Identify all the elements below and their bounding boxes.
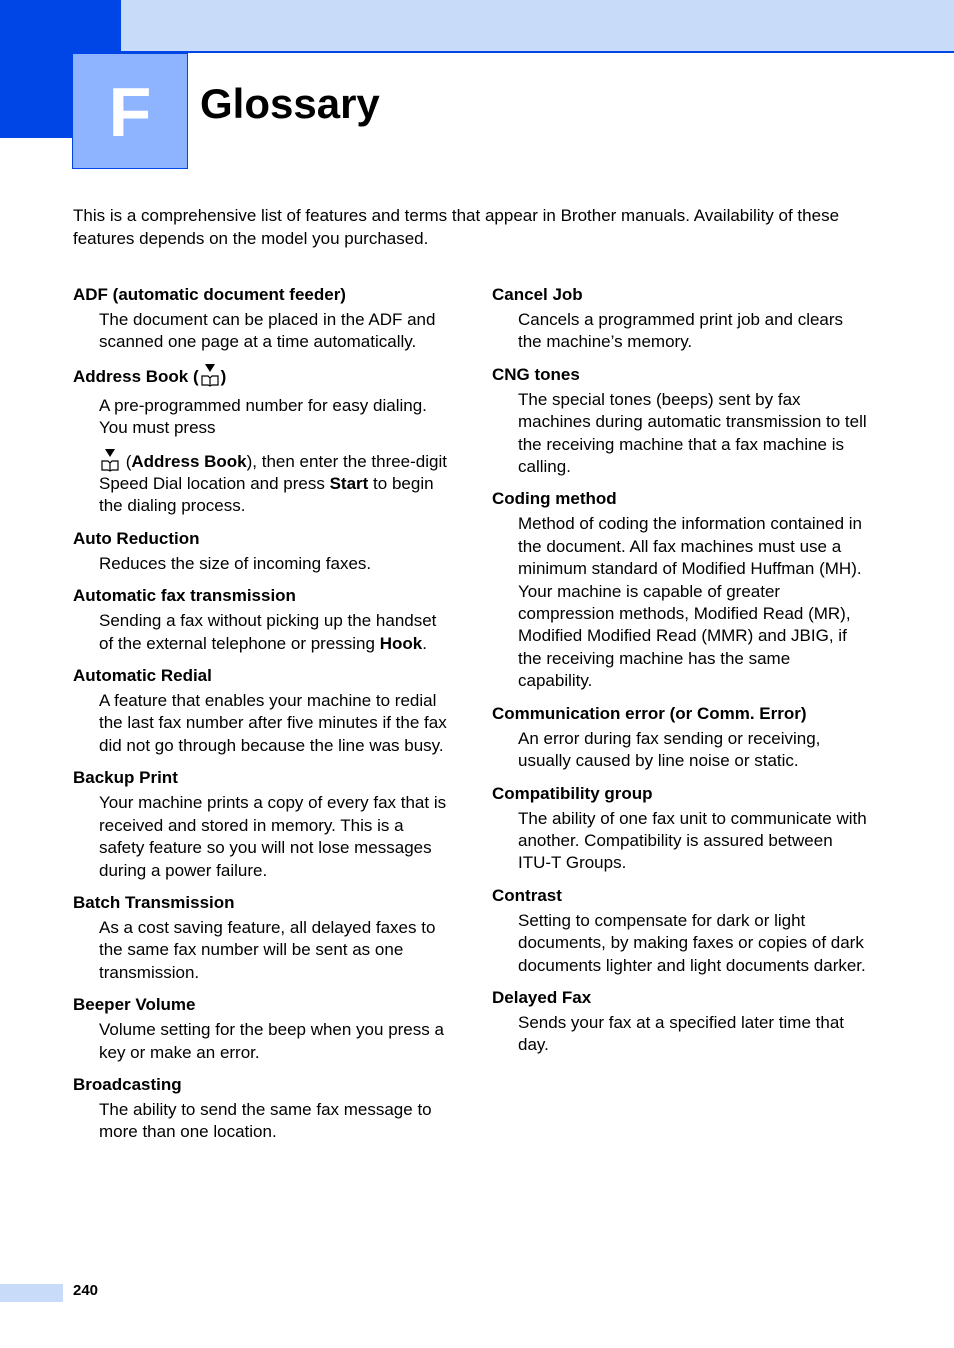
term-automatic-fax-transmission: Automatic fax transmission bbox=[73, 586, 296, 606]
header-band bbox=[121, 0, 954, 52]
definition-batch-transmission: As a cost saving feature, all delayed faxes to the same fax number will be sent as one transmission. bbox=[99, 917, 436, 982]
header-rule bbox=[121, 51, 954, 53]
definition-coding-method: Method of coding the information contained in the document. All fax machines must use a minimum standard of Modified Huffman (MH). Your machine is capable of greater compression methods, Modified Read (MR), Modified Modified Read (MMR) and JBIG, if the receiving machine has the same capability. bbox=[518, 514, 863, 691]
right-column bbox=[492, 283, 867, 1066]
definition-backup-print: Your machine prints a copy of every fax that is received and stored in memory. This is a safety feature so you will not lose messages during a power failure. bbox=[99, 793, 447, 880]
address-book-icon bbox=[200, 363, 220, 387]
definition-cancel-job: Cancels a programmed print job and clears the machine’s memory. bbox=[518, 310, 844, 352]
definition-delayed-fax: Sends your fax at a specified later time that day. bbox=[518, 1012, 845, 1055]
definition-communication-error: An error during fax sending or receiving, usually caused by line noise or static. bbox=[518, 728, 821, 771]
definition-cng-tones: The special tones (beeps) sent by fax machines during automatic transmission to tell the receiving machine that a fax machine is calling. bbox=[518, 389, 867, 477]
definition-auto-reduction: Reduces the size of incoming faxes. bbox=[99, 553, 372, 573]
page-title: Glossary bbox=[200, 80, 380, 127]
term-compatibility-group: Compatibility group bbox=[492, 783, 653, 803]
definition-broadcasting: The ability to send the same fax message to more than one location. bbox=[99, 1099, 432, 1142]
address-book-icon bbox=[100, 448, 120, 472]
term-coding-method: Coding method bbox=[492, 489, 617, 509]
term-adf: ADF (automatic document feeder) bbox=[73, 285, 346, 304]
footer-band bbox=[0, 1284, 63, 1302]
term-delayed-fax: Delayed Fax bbox=[492, 987, 592, 1007]
definition-automatic-fax-transmission: Sending a fax without picking up the handset of the external telephone or pressing Hook. bbox=[99, 611, 437, 653]
left-column bbox=[73, 283, 448, 1153]
term-cancel-job: Cancel Job bbox=[492, 285, 583, 304]
term-batch-transmission: Batch Transmission bbox=[73, 892, 235, 912]
intro-paragraph: This is a comprehensive list of features and terms that appear in Brother manuals. Availability of these features depends on the model you purchased. bbox=[73, 206, 840, 248]
definition-automatic-redial: A feature that enables your machine to redial the last fax number after five minutes if the fax did not go through because the line was busy. bbox=[99, 691, 447, 755]
chapter-letter: F bbox=[72, 53, 188, 169]
term-auto-reduction: Auto Reduction bbox=[73, 528, 200, 548]
term-cng-tones: CNG tones bbox=[492, 364, 580, 384]
term-broadcasting: Broadcasting bbox=[73, 1074, 182, 1094]
term-address-book: Address Book ( ) bbox=[73, 363, 448, 388]
term-backup-print: Backup Print bbox=[73, 768, 178, 788]
definition-beeper-volume: Volume setting for the beep when you press a key or make an error. bbox=[99, 1020, 444, 1062]
term-beeper-volume: Beeper Volume bbox=[73, 995, 196, 1015]
term-contrast: Contrast bbox=[492, 885, 562, 905]
definition-compatibility-group: The ability of one fax unit to communicate with another. Compatibility is assured between ITU-T Groups. bbox=[518, 808, 867, 873]
definition-adf: The document can be placed in the ADF and scanned one page at a time automatically. bbox=[99, 310, 436, 352]
definition-address-book: A pre-programmed number for easy dialing. You must press (Address Book), then enter the three-digit Speed Dial location and press Start to begin the dialing process. bbox=[99, 395, 447, 516]
page-number: 240 bbox=[73, 1282, 99, 1299]
definition-contrast: Setting to compensate for dark or light documents, by making faxes or copies of dark documents lighter and light documents darker. bbox=[518, 910, 866, 975]
term-automatic-redial: Automatic Redial bbox=[73, 666, 212, 686]
term-communication-error: Communication error (or Comm. Error) bbox=[492, 703, 807, 723]
